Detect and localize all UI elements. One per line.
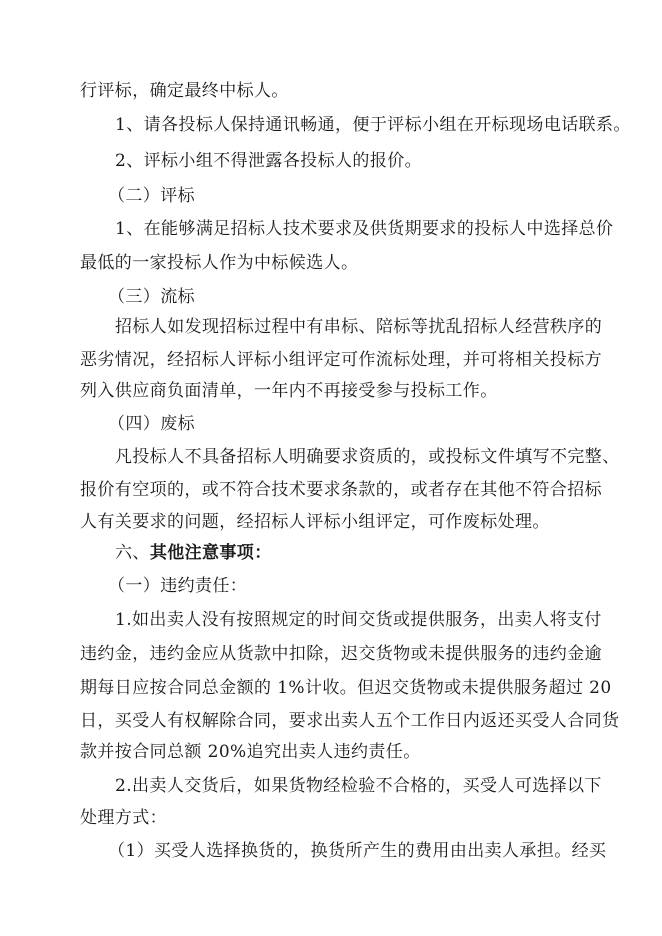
- subheading-failed-bid: （三）流标: [108, 287, 195, 307]
- text-line: （1）买受人选择换货的，换货所产生的费用由出卖人承担。经买: [108, 841, 607, 861]
- text-line: 凡投标人不具备招标人明确要求资质的，或投标文件填写不完整、: [115, 447, 620, 467]
- text-line: 1、请各投标人保持通讯畅通，便于评标小组在开标现场电话联系。: [115, 115, 631, 135]
- text-line: 2.出卖人交货后，如果货物经检验不合格的，买受人可选择以下: [115, 776, 602, 796]
- section-heading-other-notes: [115, 542, 272, 564]
- text-line: 日，买受人有权解除合同，要求出卖人五个工作日内返还买受人合同货: [80, 711, 620, 731]
- text-line: 1、在能够满足招标人技术要求及供货期要求的投标人中选择总价: [115, 219, 614, 239]
- text-line: 恶劣情况，经招标人评标小组评定可作流标处理，并可将相关投标方: [80, 350, 602, 370]
- text-line: 处理方式：: [80, 808, 167, 828]
- section-number: 六、: [115, 543, 150, 563]
- text-line: 列入供应商负面清单，一年内不再接受参与投标工作。: [80, 381, 498, 401]
- text-line: 招标人如发现招标过程中有串标、陪标等扰乱招标人经营秩序的: [115, 317, 603, 337]
- text-line: 2、评标小组不得泄露各投标人的报价。: [115, 151, 423, 171]
- subheading-liability: （一）违约责任：: [108, 576, 248, 596]
- text-line: 行评标，确定最终中标人。: [80, 81, 289, 101]
- text-line: 人有关要求的问题，经招标人评标小组评定，可作废标处理。: [80, 512, 550, 532]
- text-line: 1.如出卖人没有按照规定的时间交货或提供服务，出卖人将支付: [115, 610, 602, 630]
- section-title: 其他注意事项：: [149, 543, 272, 563]
- text-line: 违约金，违约金应从货款中扣除，迟交货物或未提供服务的违约金逾: [80, 644, 602, 664]
- text-line: 期每日应按合同总金额的 1%计收。但迟交货物或未提供服务超过 20: [80, 678, 612, 698]
- text-line: 最低的一家投标人作为中标候选人。: [80, 253, 359, 273]
- subheading-invalid-bid: （四）废标: [108, 414, 195, 434]
- text-line: 报价有空项的，或不符合技术要求条款的，或者存在其他不符合招标: [80, 480, 602, 500]
- subheading-evaluation: （二）评标: [108, 186, 195, 206]
- text-line: 款并按合同总额 20%追究出卖人违约责任。: [80, 742, 421, 762]
